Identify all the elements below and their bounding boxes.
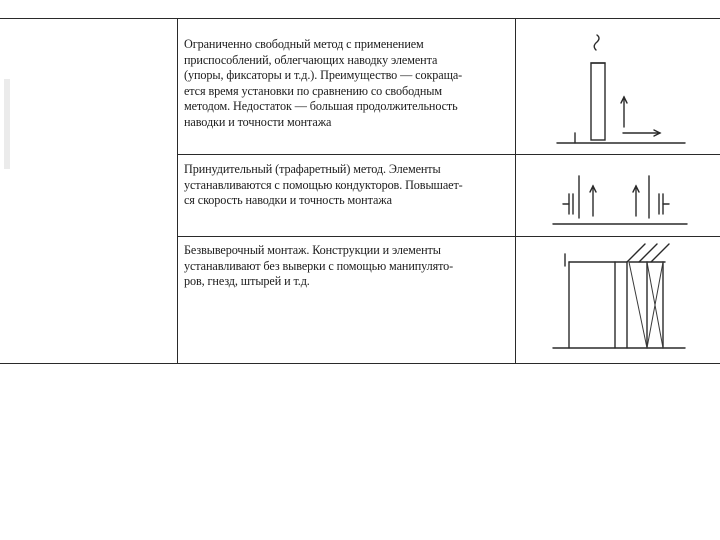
column-divider	[177, 19, 178, 363]
row-text-line: методом. Недостаток — большая продолжительность	[184, 99, 458, 114]
hanging-element	[591, 63, 605, 140]
table-row	[184, 162, 514, 209]
row-text-line: приспособлений, облегчающих наводку элемента	[184, 52, 438, 67]
row-text-line: Ограниченно свободный метод с применением	[184, 37, 424, 51]
table-row	[184, 37, 514, 131]
no-alignment-sketch	[517, 236, 720, 365]
row-text-line: Принудительный (трафаретный) метод. Элементы	[184, 162, 441, 176]
table-row	[184, 243, 514, 290]
forced-stencil-sketch	[517, 154, 720, 236]
scan-artifact	[4, 79, 10, 169]
limited-free-sketch	[517, 19, 720, 154]
row-text-line: наводки и точности монтажа	[184, 114, 332, 129]
row-text-line: (упоры, фиксаторы и т.д.). Преимущество — сокраща-	[184, 68, 463, 83]
row-text-line: устанавливаются с помощью кондукторов. Повышает-	[184, 177, 463, 192]
row-text-line: ров, гнезд, штырей и т.д.	[184, 274, 310, 289]
crane-hook-icon	[594, 35, 599, 50]
row-text-line: Безвыверочный монтаж. Конструкции и элементы	[184, 243, 441, 257]
methods-table	[0, 18, 720, 364]
row-text-line: ся скорость наводки и точность монтажа	[184, 193, 392, 208]
row-text-line: ется время установки по сравнению со свободным	[184, 83, 442, 98]
row-text-line: устанавливают без выверки с помощью манипулято-	[184, 258, 454, 273]
column-divider	[515, 19, 516, 363]
